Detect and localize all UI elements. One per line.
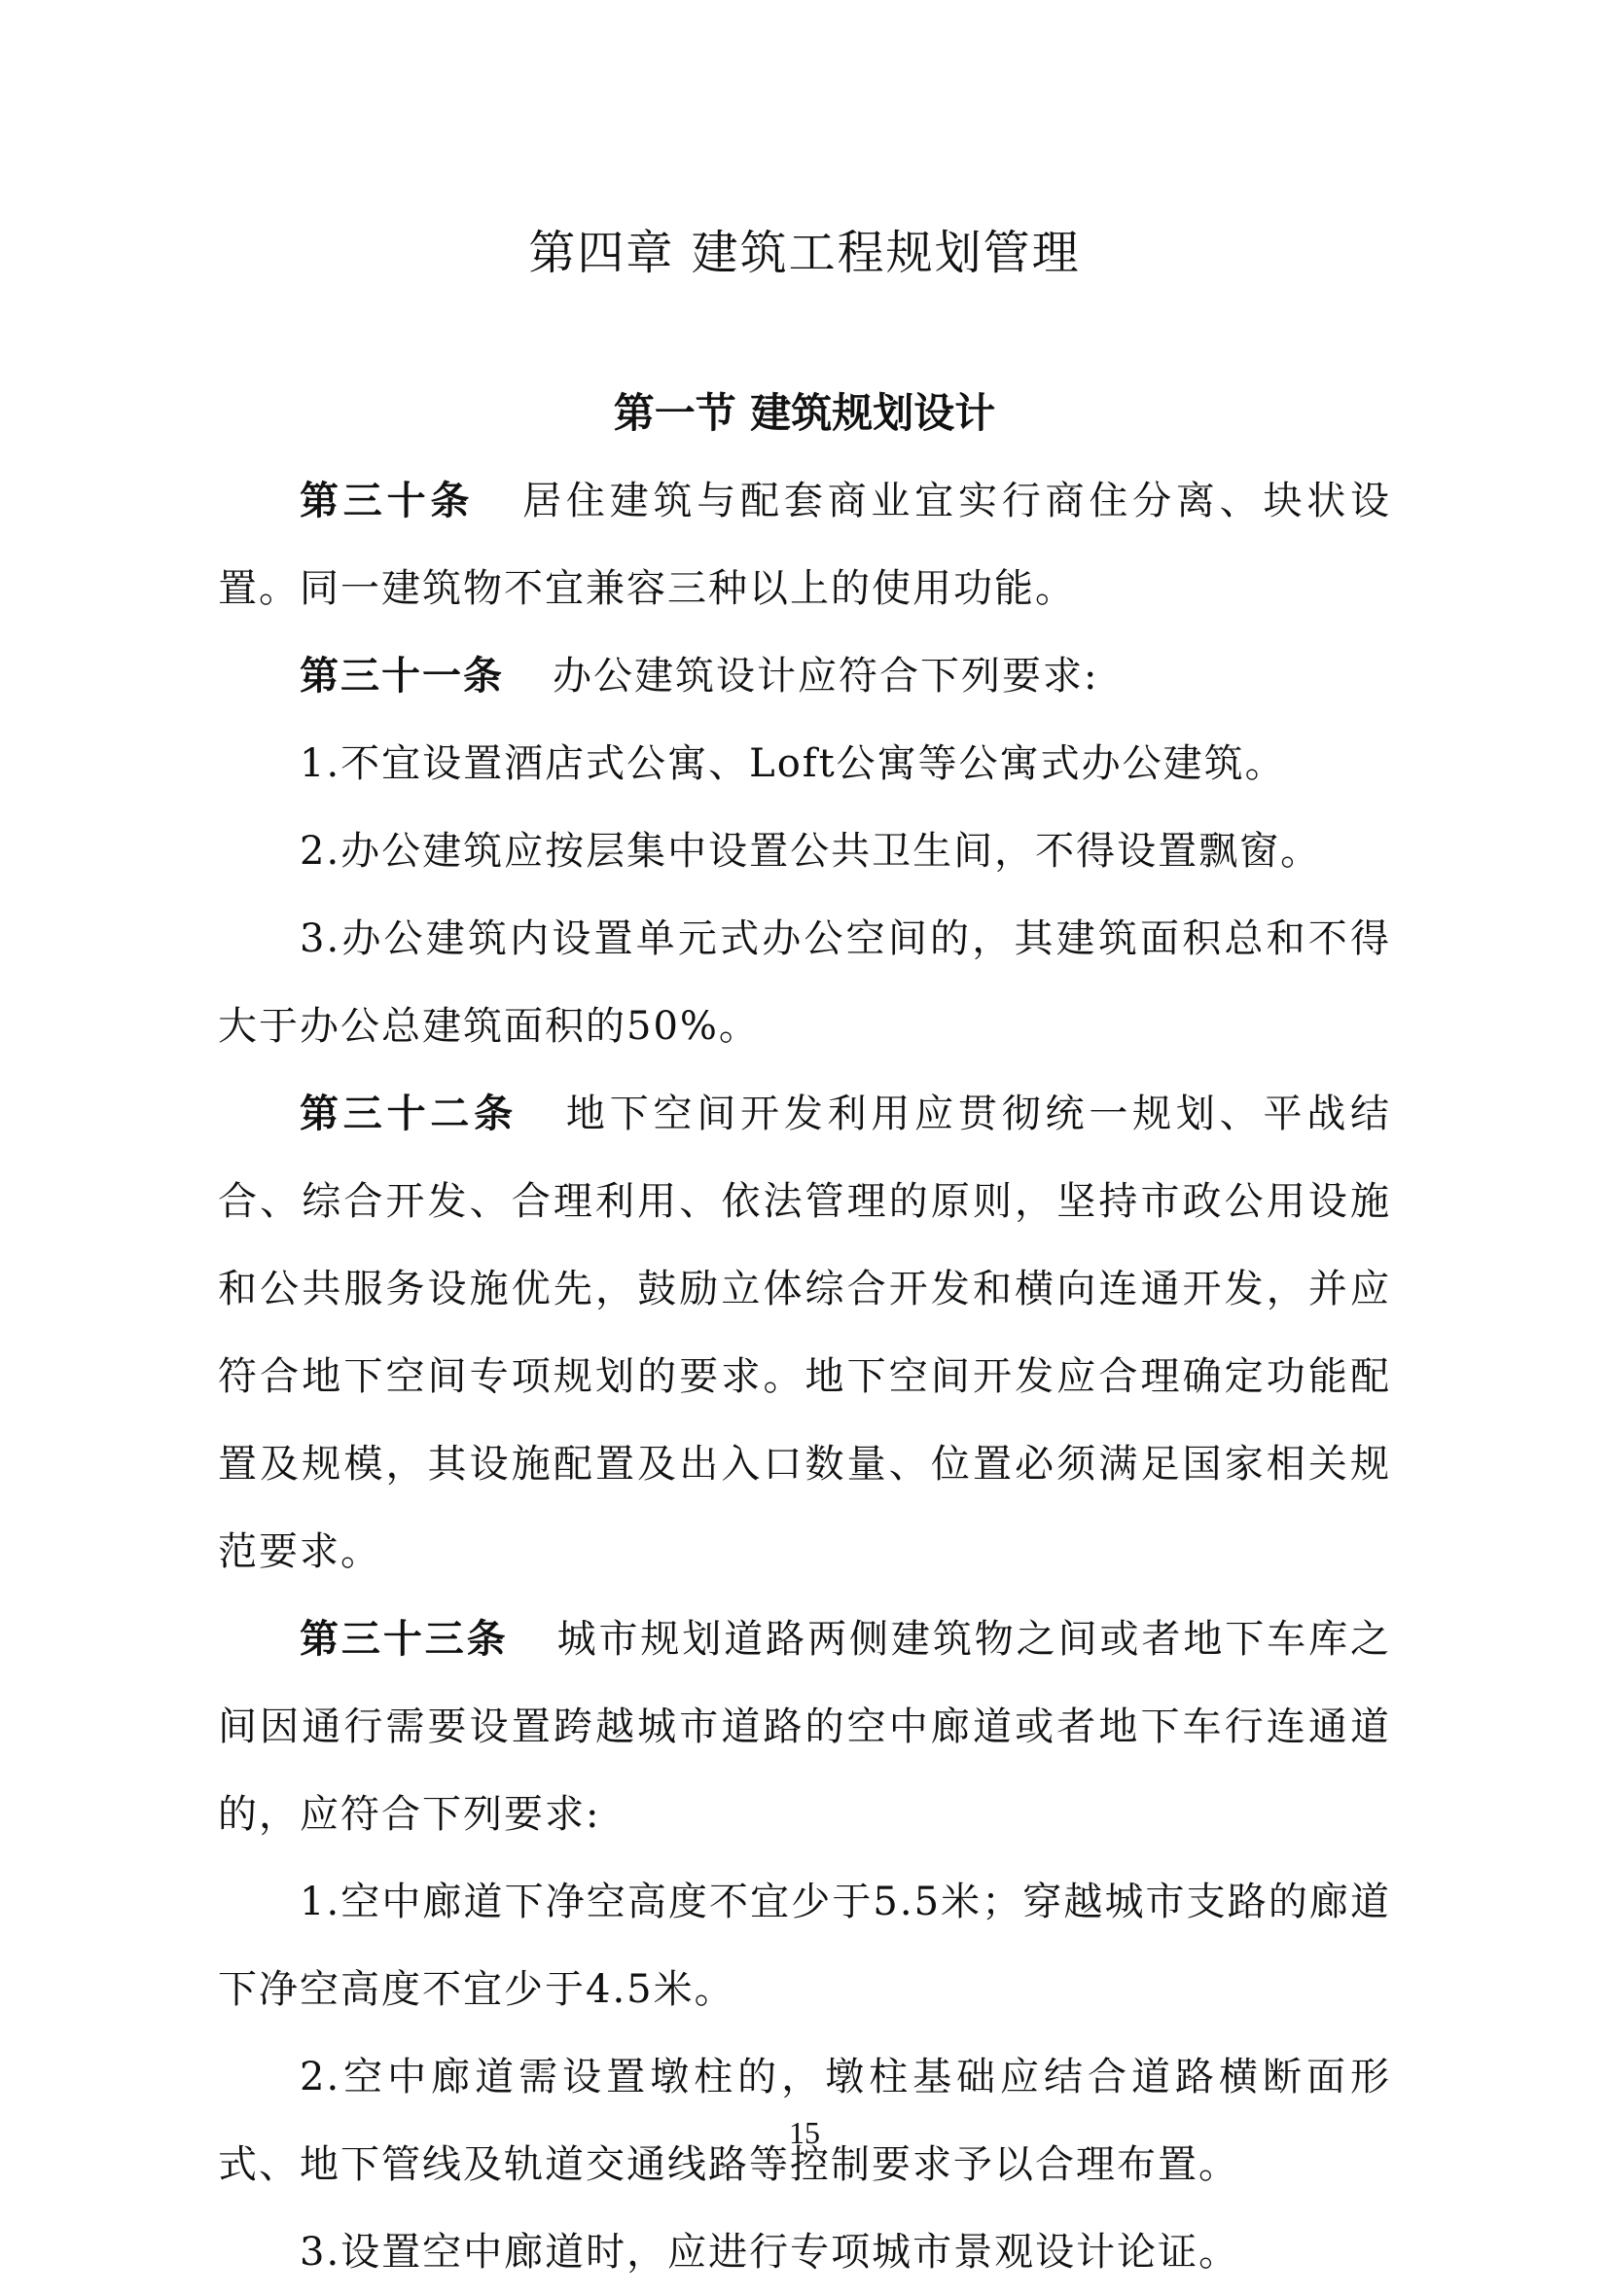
article-30-number: 第三十条 [300,479,475,523]
article-31-item-1: 1.不宜设置酒店式公寓、Loft公寓等公寓式办公建筑。 [300,741,1286,786]
article-33-item-3: 3.设置空中廊道时，应进行专项城市景观设计论证。 [300,2230,1240,2275]
page-number: 15 [789,2115,820,2150]
article-30-text: 居住建筑与配套商业宜实行商住分离、块状设置。同一建筑物不宜兼容三种以上的使用功能。 [218,479,1392,611]
article-32-text: 地下空间开发利用应贯彻统一规划、平战结合、综合开发、合理利用、依法管理的原则，坚持市政公用设施和公共服务设施优先，鼓励立体综合开发和横向连通开发，并应符合地下空间专项规划的要求。地下空间开发应合理确定功能配置及规模，其设施配置及出入口数量、位置必须满足国家相关规范要求。 [218,1092,1392,1574]
article-33-text: 城市规划道路两侧建筑物之间或者地下车库之间因通行需要设置跨越城市道路的空中廊道或者地下车行连通道的，应符合下列要求: [218,1617,1392,1837]
article-33-item-1: 1.空中廊道下净空高度不宜少于5.5米；穿越城市支路的廊道下净空高度不宜少于4.5米。 [218,1880,1391,2012]
article-33 [218,1596,1391,1858]
section-title: 第一节 建筑规划设计 [613,389,996,437]
article-31-number: 第三十一条 [300,654,504,699]
document-body [218,457,1391,2296]
article-30 [218,457,1391,632]
article-31-item-3: 3.办公建筑内设置单元式办公空间的，其建筑面积总和不得大于办公总建筑面积的50%。 [218,916,1391,1049]
article-33-number: 第三十三条 [300,1617,509,1662]
article-32-number: 第三十二条 [300,1092,518,1136]
article-31 [218,632,1391,720]
article-31-item-2: 2.办公建筑应按层集中设置公共卫生间，不得设置飘窗。 [300,829,1322,874]
article-33-item-2: 2.空中廊道需设置墩柱的，墩柱基础应结合道路横断面形式、地下管线及轨道交通线路等控制要求予以合理布置。 [218,2055,1391,2187]
article-31-text: 办公建筑设计应符合下列要求: [553,654,1099,699]
article-32 [218,1070,1391,1596]
chapter-title: 第四章 建筑工程规划管理 [528,226,1081,280]
